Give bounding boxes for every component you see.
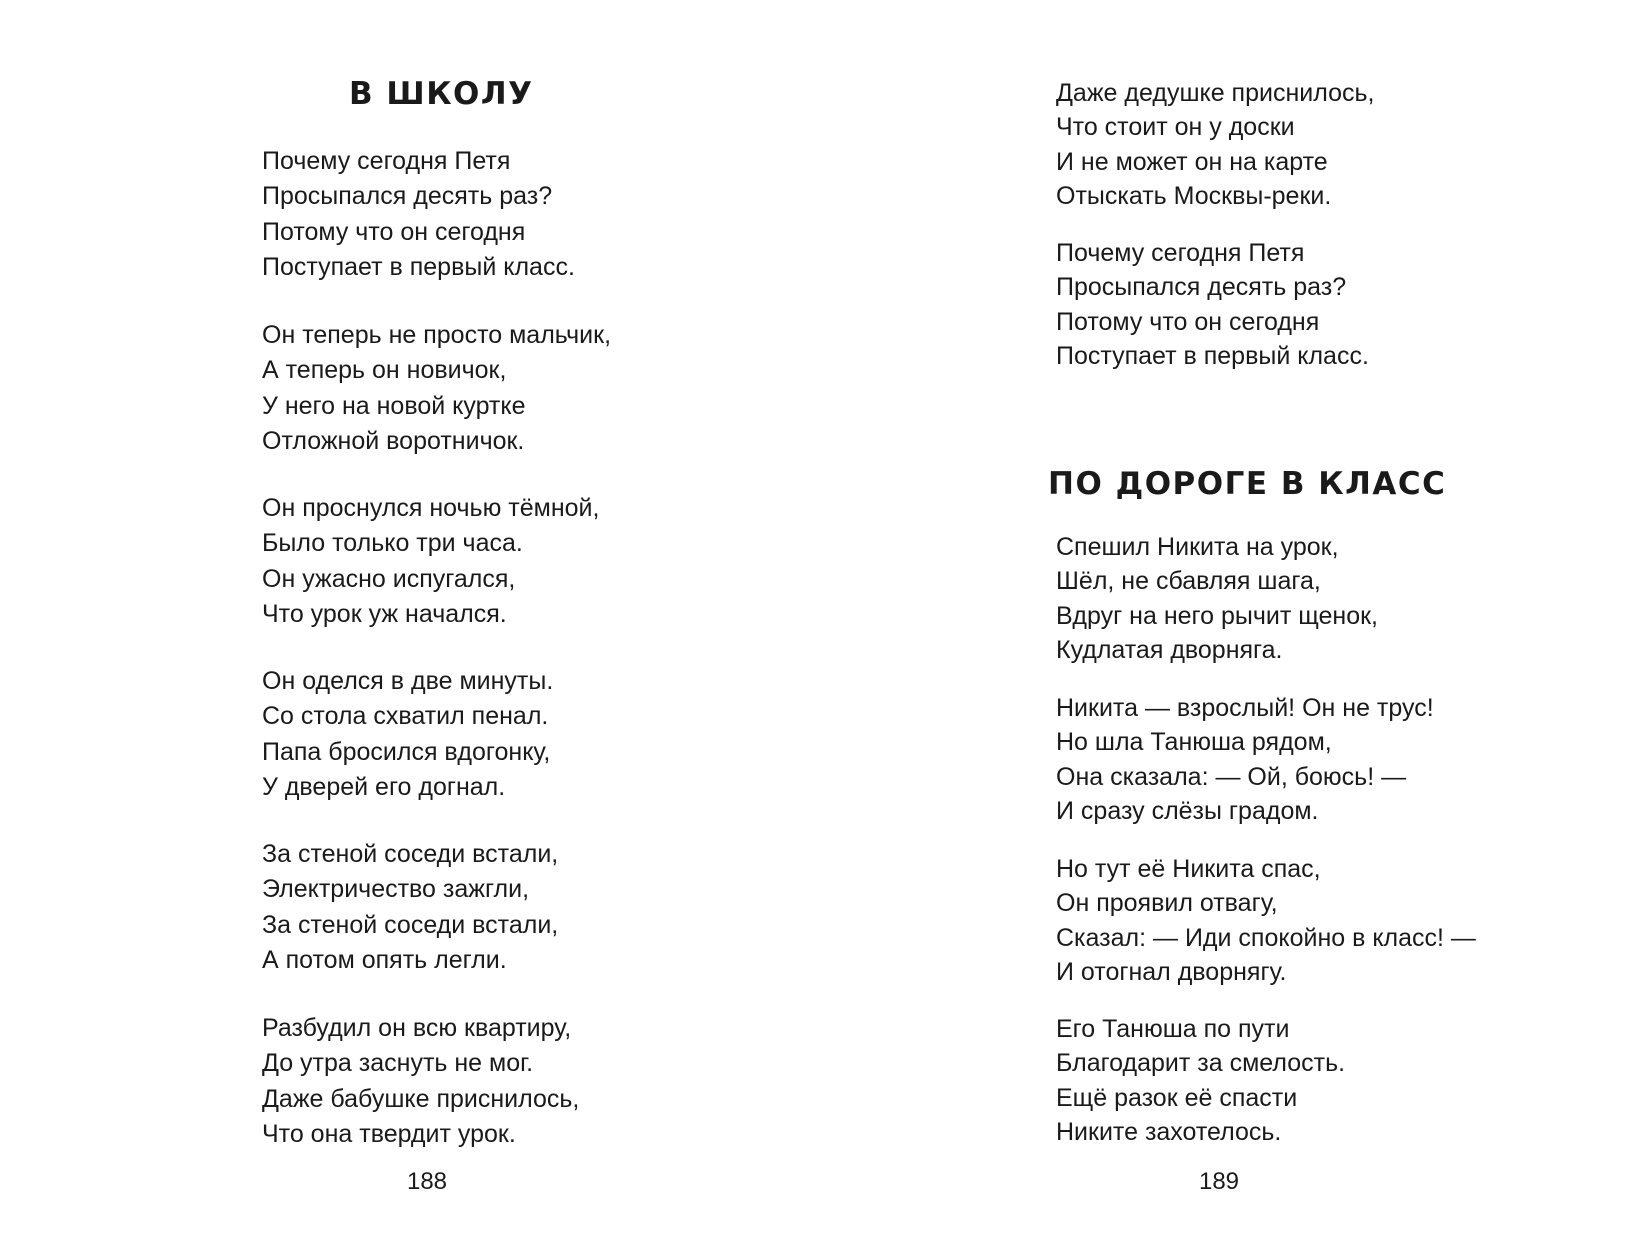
verse-line: Что урок уж начался.: [262, 599, 507, 628]
verse-line: Даже бабушке приснилось,: [262, 1084, 580, 1113]
verse-line: Было только три часа.: [262, 529, 523, 558]
verse-line: Благодарит за смелость.: [1056, 1049, 1346, 1078]
verse-line: Спешил Никита на урок,: [1056, 533, 1339, 561]
verse-line: Со стола схватил пенал.: [262, 702, 549, 731]
verse-line: Потому что он сегодня: [1056, 307, 1320, 336]
verse-line: Он ужасно испугался,: [262, 564, 516, 593]
page-number: 189: [1198, 1168, 1240, 1195]
verse-line: Сказал: — Иди спокойно в класс! —: [1056, 923, 1476, 952]
verse-line: За стеной соседи встали,: [262, 840, 559, 868]
verse-line: И сразу слёзы градом.: [1056, 796, 1319, 825]
page-number: 188: [406, 1168, 448, 1195]
verse-line: И отогнал дворнягу.: [1056, 957, 1287, 986]
verse-line: Поступает в первый класс.: [262, 252, 575, 281]
stanza: [262, 1011, 579, 1152]
verse-line: А теперь он новичок,: [262, 356, 507, 385]
stanza: [262, 318, 611, 459]
stanza: [1056, 236, 1369, 373]
stanza: [262, 664, 553, 805]
verse-line: Что стоит он у доски: [1056, 113, 1295, 142]
verse-line: Папа бросился вдогонку,: [262, 737, 551, 766]
verse-line: Потому что он сегодня: [262, 217, 526, 246]
stanza: [1056, 691, 1434, 828]
verse-line: Почему сегодня Петя: [262, 147, 511, 175]
verse-line: У дверей его догнал.: [262, 772, 506, 801]
verse-line: Он проявил отвагу,: [1056, 889, 1278, 918]
stanza: [262, 144, 575, 285]
stanza: [1056, 1012, 1345, 1149]
verse-line: У него на новой куртке: [262, 391, 526, 420]
stanza: [262, 491, 599, 632]
verse-line: Никита — взрослый! Он не трус!: [1056, 694, 1434, 722]
verse-line: А потом опять легли.: [262, 945, 507, 974]
verse-line: Разбудил он всю квартиру,: [262, 1014, 572, 1042]
verse-line: Просыпался десять раз?: [262, 182, 553, 211]
verse-line: Но шла Танюша рядом,: [1056, 728, 1332, 757]
verse-line: Отыскать Москвы-реки.: [1056, 181, 1332, 210]
poem-title: ПО ДОРОГЕ В КЛАСС: [1048, 466, 1447, 502]
verse-line: Она сказала: — Ой, боюсь! —: [1056, 762, 1407, 791]
poem-title: В ШКОЛУ: [349, 76, 534, 112]
verse-line: Кудлатая дворняга.: [1056, 635, 1283, 664]
verse-line: Но тут её Никита спас,: [1056, 855, 1321, 883]
verse-line: Его Танюша по пути: [1056, 1015, 1290, 1043]
verse-line: Шёл, не сбавляя шага,: [1056, 567, 1321, 596]
verse-line: Вдруг на него рычит щенок,: [1056, 601, 1378, 630]
stanza: [1056, 852, 1476, 989]
verse-line: Никите захотелось.: [1056, 1117, 1282, 1146]
stanza: [1056, 76, 1374, 213]
verse-line: И не может он на карте: [1056, 147, 1328, 176]
verse-line: Он оделся в две минуты.: [262, 667, 554, 695]
verse-line: Он теперь не просто мальчик,: [262, 321, 612, 349]
verse-line: Электричество зажгли,: [262, 875, 530, 904]
verse-line: Отложной воротничок.: [262, 426, 525, 455]
verse-line: Что она твердит урок.: [262, 1119, 516, 1148]
right-page: [815, 0, 1630, 1252]
verse-line: Поступает в первый класс.: [1056, 341, 1369, 370]
stanza: [1056, 530, 1378, 667]
verse-line: За стеной соседи встали,: [262, 910, 559, 939]
verse-line: До утра заснуть не мог.: [262, 1049, 534, 1078]
verse-line: Просыпался десять раз?: [1056, 273, 1347, 302]
verse-line: Почему сегодня Петя: [1056, 239, 1305, 267]
verse-line: Он проснулся ночью тёмной,: [262, 494, 600, 522]
verse-line: Ещё разок её спасти: [1056, 1083, 1298, 1112]
verse-line: Даже дедушке приснилось,: [1056, 79, 1375, 107]
stanza: [262, 837, 558, 978]
